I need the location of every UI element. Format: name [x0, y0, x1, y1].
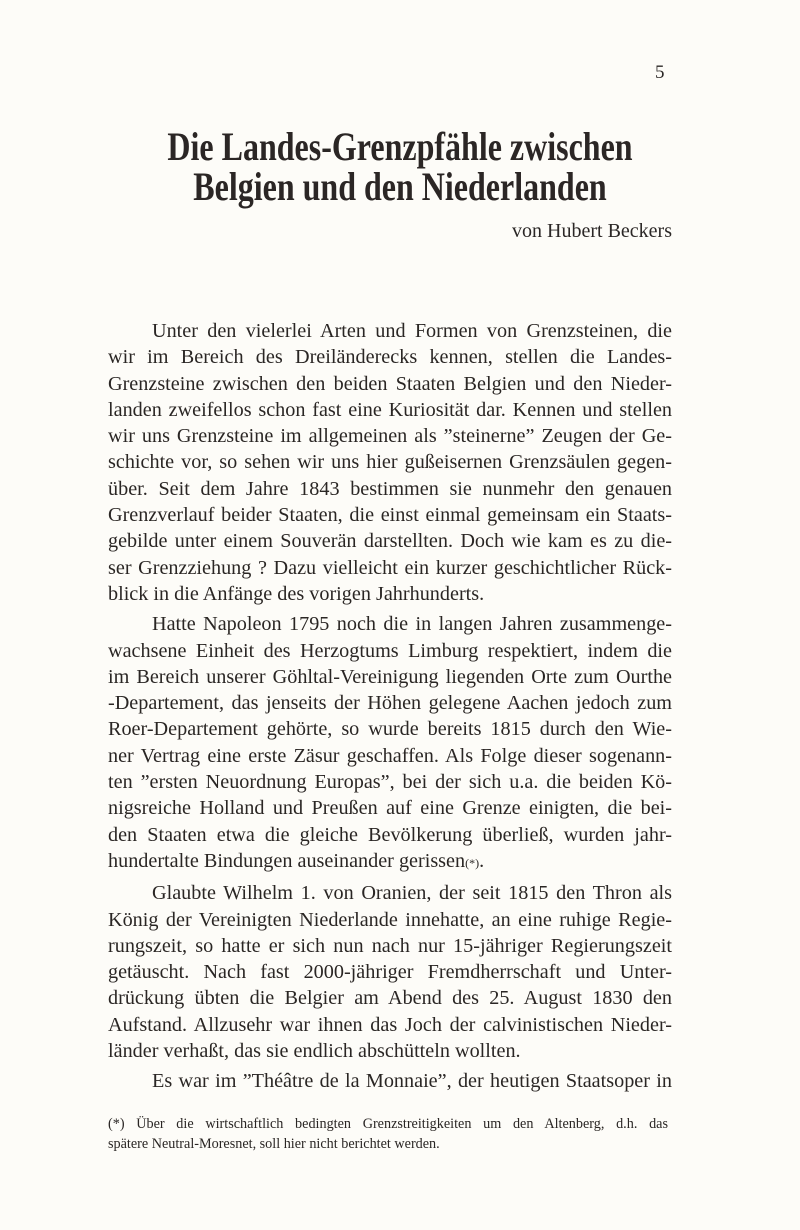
- text-line: Es war im ”Théâtre de la Monnaie”, der heutigen Staatsoper in: [152, 1070, 672, 1093]
- text-line: rungszeit, so hatte er sich nun nach nur 15-jähriger Regierungszeit: [108, 934, 672, 957]
- text-line: den Staaten etwa die gleiche Bevölkerung überließ, wurden jahr-: [108, 823, 672, 846]
- text-line: landen zweifellos schon fast eine Kuriosität dar. Kennen und stellen: [108, 398, 672, 421]
- text-line: drückung übten die Belgier am Abend des 25. August 1830 den: [108, 987, 672, 1010]
- title-line-2: Belgien und den Niederlanden: [193, 164, 607, 209]
- text-line: [108, 848, 672, 876]
- footnote-line-1: (*) Über die wirtschaftlich bedingten Grenzstreitigkeiten um den Altenberg, d.h. das: [108, 1116, 668, 1132]
- text-line: -Departement, das jenseits der Höhen gelegene Aachen jedoch zum: [108, 692, 672, 715]
- paragraph-2: [108, 611, 672, 876]
- text-line: wir uns Grenzsteine im allgemeinen als ”steinerne” Zeugen der Ge-: [108, 425, 672, 448]
- text-line: Grenzverlauf beider Staaten, die einst einmal gemeinsam ein Staats-: [108, 504, 672, 527]
- text-line: wachsene Einheit des Herzogtums Limburg respektiert, indem die: [108, 639, 672, 662]
- text-line: im Bereich unserer Göhltal-Vereinigung liegenden Orte zum Ourthe: [108, 665, 672, 688]
- article-title: [0, 124, 800, 209]
- text-line: ten ”ersten Neuordnung Europas”, bei der sich u.a. die beiden Kö-: [108, 771, 672, 794]
- footnote-marker: (*): [465, 855, 480, 870]
- text-line: ner Vertrag eine erste Zäsur geschaffen. Als Folge dieser sogenann-: [108, 744, 672, 767]
- text-line: König der Vereinigten Niederlande innehatte, an eine ruhige Regie-: [108, 908, 672, 931]
- text-line: gebilde unter einem Souverän darstellten. Doch wie kam es zu die-: [108, 530, 672, 553]
- title-line-1: Die Landes-Grenzpfähle zwischen: [167, 124, 633, 169]
- text-line: länder verhaßt, das sie endlich abschütteln wollten.: [108, 1040, 521, 1063]
- text-line: getäuscht. Nach fast 2000-jähriger Fremdherrschaft und Unter-: [108, 961, 672, 984]
- text-line: Hatte Napoleon 1795 noch die in langen Jahren zusammenge-: [152, 613, 672, 636]
- text-line: blick in die Anfänge des vorigen Jahrhunderts.: [108, 582, 485, 605]
- text-line: über. Seit dem Jahre 1843 bestimmen sie nunmehr den genauen: [108, 477, 672, 500]
- text-line: Glaubte Wilhelm 1. von Oranien, der seit 1815 den Thron als: [152, 882, 672, 905]
- text-line: Grenzsteine zwischen den beiden Staaten Belgien und den Nieder-: [108, 372, 672, 395]
- text-line: ser Grenzziehung ? Dazu vielleicht ein kurzer geschichtlicher Rück-: [108, 556, 672, 579]
- footnote-line-2: spätere Neutral-Moresnet, soll hier nicht berichtet werden.: [108, 1136, 440, 1152]
- text-line: nigsreiche Holland und Preußen auf eine Grenze einigten, die bei-: [108, 797, 672, 820]
- author-byline: von Hubert Beckers: [512, 220, 672, 242]
- text-line: Roer-Departement gehörte, so wurde bereits 1815 durch den Wie-: [108, 718, 672, 741]
- text-line: Unter den vielerlei Arten und Formen von Grenzsteinen, die: [152, 320, 672, 342]
- article-body: [108, 318, 672, 1099]
- page-number: 5: [655, 62, 665, 83]
- text-line: Aufstand. Allzusehr war ihnen das Joch der calvinistischen Nieder-: [108, 1013, 672, 1036]
- paragraph-3: [108, 880, 672, 1064]
- paragraph-1: [108, 318, 672, 607]
- footnote: [108, 1114, 668, 1154]
- paragraph-4: [108, 1068, 672, 1094]
- text-fragment: .: [479, 849, 485, 872]
- text-fragment: hundertalte Bindungen auseinander gerissen: [108, 849, 466, 872]
- text-line: wir im Bereich des Dreiländerecks kennen, stellen die Landes-: [108, 346, 672, 369]
- text-line: schichte vor, so sehen wir uns hier gußeisernen Grenzsäulen gegen-: [108, 451, 672, 474]
